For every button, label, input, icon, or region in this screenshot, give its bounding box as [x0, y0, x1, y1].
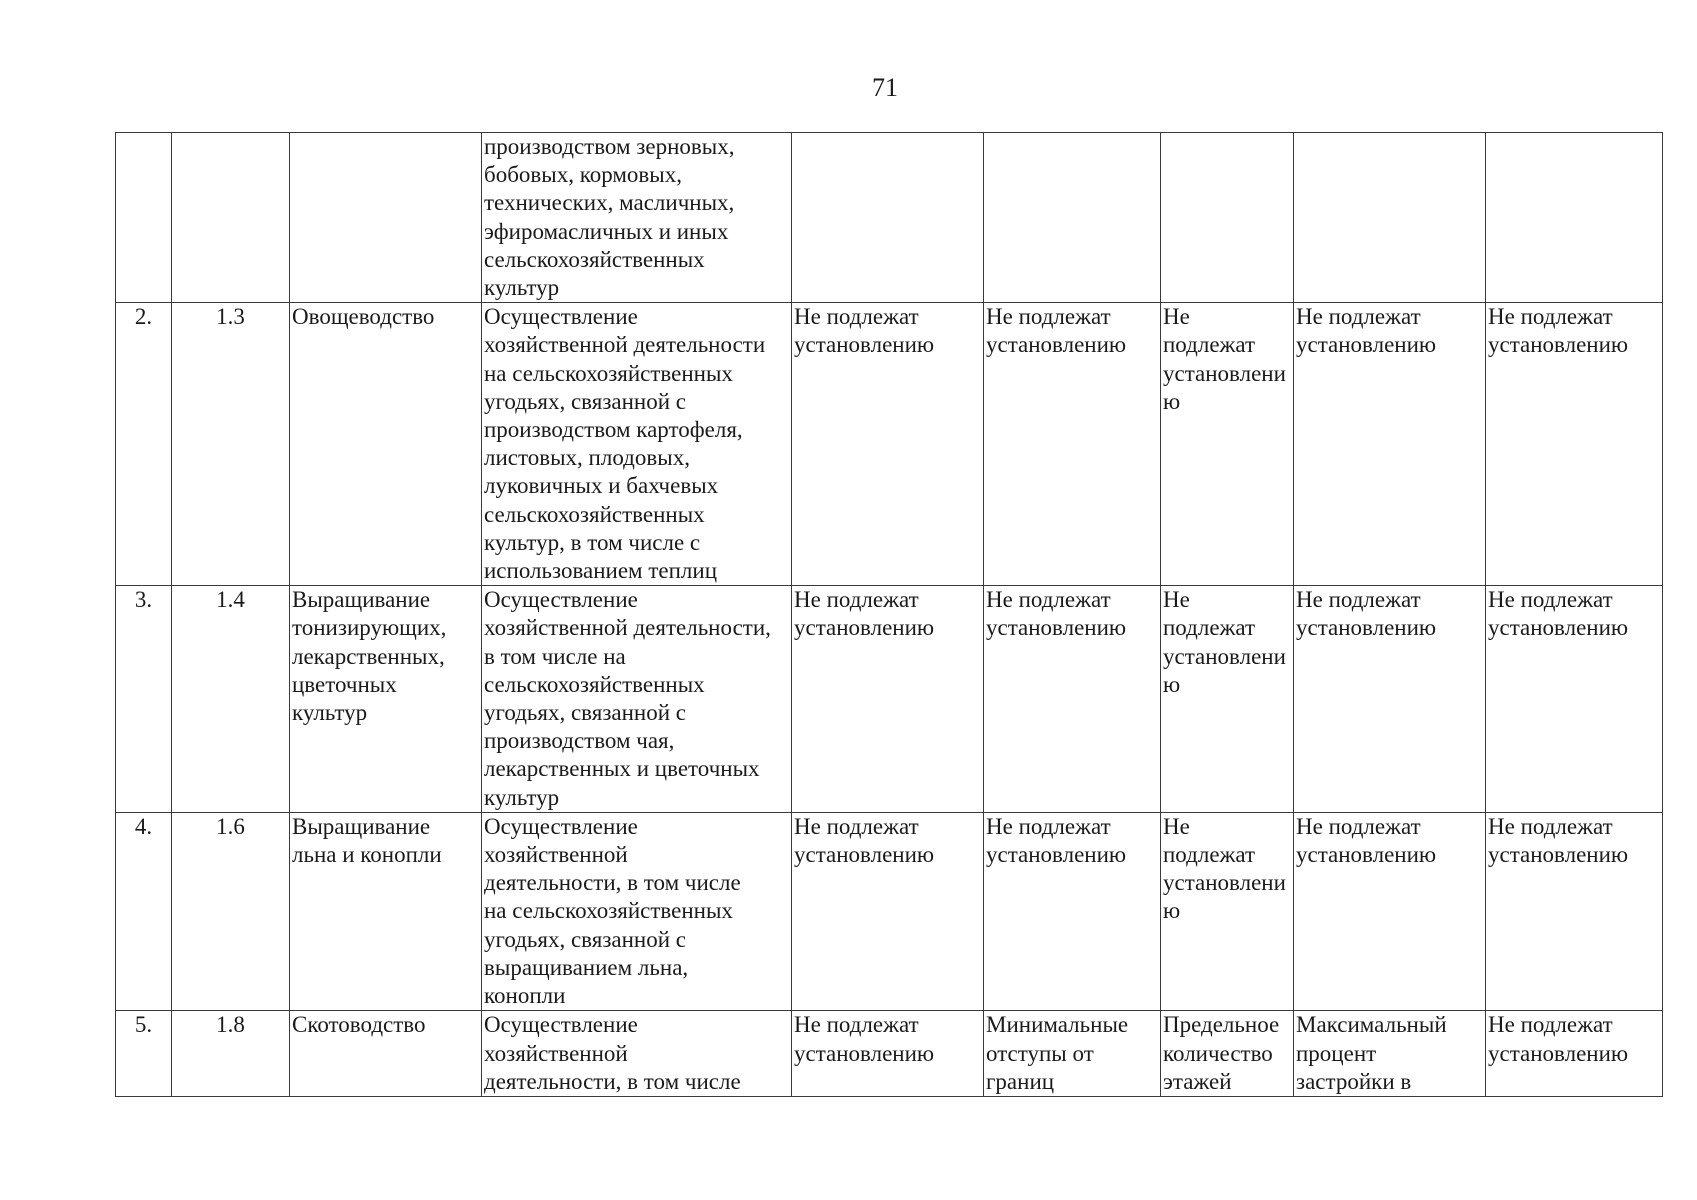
param-cell: Не подлежат установлению — [1486, 303, 1663, 586]
param-cell: Не подлежат установлению — [1294, 586, 1486, 813]
param-cell — [1486, 133, 1663, 303]
param-cell: Не подлежат установлению — [1486, 586, 1663, 813]
code-cell: 1.8 — [172, 1011, 290, 1097]
row-number-cell: 3. — [116, 586, 172, 813]
param-cell: Не подлежат установлению — [984, 812, 1161, 1010]
name-cell: Овощеводство — [290, 303, 482, 586]
param-cell — [984, 133, 1161, 303]
param-cell: Не подлежат установлению — [984, 303, 1161, 586]
table-row — [116, 586, 1663, 813]
param-cell: Предельное количество этажей — [1161, 1011, 1294, 1097]
param-cell: Не подлежат установлени ю — [1161, 812, 1294, 1010]
table-row — [116, 133, 1663, 303]
row-number-cell: 2. — [116, 303, 172, 586]
param-cell — [1161, 133, 1294, 303]
table-row — [116, 812, 1663, 1010]
land-use-table — [115, 132, 1663, 1097]
param-cell: Не подлежат установлению — [1486, 1011, 1663, 1097]
param-cell: Максимальный процент застройки в — [1294, 1011, 1486, 1097]
param-cell: Не подлежат установлению — [1294, 303, 1486, 586]
code-cell — [172, 133, 290, 303]
description-cell: Осуществление хозяйственной деятельности, в том числе — [482, 1011, 792, 1097]
param-cell: Не подлежат установлению — [1486, 812, 1663, 1010]
param-cell: Не подлежат установлению — [792, 812, 984, 1010]
description-cell: Осуществление хозяйственной деятельности на сельскохозяйственных угодьях, связанной с производством картофеля, листовых, плодовых, луковичных и бахчевых сельскохозяйственных культур, в том числе с использованием теплиц — [482, 303, 792, 586]
param-cell: Минимальные отступы от границ — [984, 1011, 1161, 1097]
code-cell: 1.4 — [172, 586, 290, 813]
param-cell: Не подлежат установлению — [984, 586, 1161, 813]
code-cell: 1.6 — [172, 812, 290, 1010]
code-cell: 1.3 — [172, 303, 290, 586]
page-number: 71 — [872, 73, 898, 102]
row-number-cell: 5. — [116, 1011, 172, 1097]
description-cell: Осуществление хозяйственной деятельности, в том числе на сельскохозяйственных угодьях, связанной с производством чая, лекарственных и цветочных культур — [482, 586, 792, 813]
param-cell: Не подлежат установлению — [792, 1011, 984, 1097]
description-cell: Осуществление хозяйственной деятельности, в том числе на сельскохозяйственных угодьях, связанной с выращиванием льна, конопли — [482, 812, 792, 1010]
param-cell — [1294, 133, 1486, 303]
param-cell — [792, 133, 984, 303]
table-row — [116, 303, 1663, 586]
param-cell: Не подлежат установлени ю — [1161, 586, 1294, 813]
row-number-cell — [116, 133, 172, 303]
row-number-cell: 4. — [116, 812, 172, 1010]
param-cell: Не подлежат установлению — [792, 303, 984, 586]
table-row — [116, 1011, 1663, 1097]
name-cell: Выращивание тонизирующих, лекарственных, цветочных культур — [290, 586, 482, 813]
name-cell — [290, 133, 482, 303]
param-cell: Не подлежат установлени ю — [1161, 303, 1294, 586]
name-cell: Скотоводство — [290, 1011, 482, 1097]
name-cell: Выращивание льна и конопли — [290, 812, 482, 1010]
description-cell: производством зерновых, бобовых, кормовых, технических, масличных, эфиромасличных и иных сельскохозяйственных культур — [482, 133, 792, 303]
param-cell: Не подлежат установлению — [1294, 812, 1486, 1010]
param-cell: Не подлежат установлению — [792, 586, 984, 813]
